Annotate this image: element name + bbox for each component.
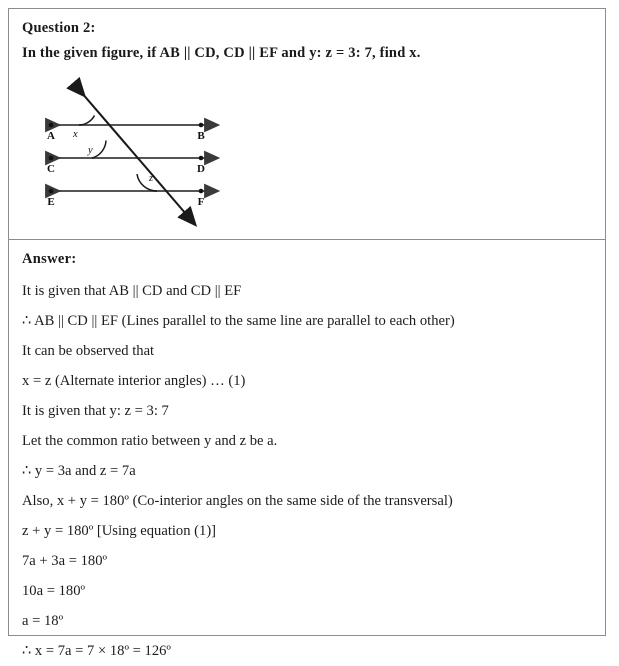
answer-line: It is given that y: z = 3: 7: [22, 403, 169, 419]
angle-label-y: y: [88, 145, 93, 156]
angle-arc-x: [72, 116, 95, 141]
answer-line: Let the common ratio between y and z be a.: [22, 433, 278, 449]
answer-line: a = 18º: [22, 613, 64, 629]
point-label-f: F: [197, 196, 205, 208]
question-title: Question 2:: [22, 20, 96, 36]
angle-label-z: z: [149, 173, 154, 184]
answer-line: It can be observed that: [22, 343, 155, 359]
line-ef: [47, 189, 206, 208]
question-section: [9, 9, 605, 240]
point-label-e: E: [47, 196, 55, 208]
answer-line: Also, x + y = 180º (Co-interior angles on the same side of the transversal): [22, 493, 453, 509]
answer-line: z + y = 180º [Using equation (1)]: [22, 523, 217, 539]
line-ab: [47, 123, 206, 142]
answer-title: Answer:: [22, 251, 77, 267]
answer-line: 10a = 180º: [22, 583, 86, 599]
point-label-a: A: [47, 130, 55, 142]
answer-line: ∴ AB || CD || EF (Lines parallel to the same line are parallel to each other): [22, 313, 455, 329]
point-label-b: B: [197, 130, 205, 142]
answer-line: ∴ y = 3a and z = 7a: [22, 463, 136, 479]
answer-lines: [22, 276, 595, 666]
line-cd: [47, 156, 206, 175]
answer-line: ∴ x = 7a = 7 × 18º = 126º: [22, 643, 171, 659]
answer-line: It is given that AB || CD and CD || EF: [22, 283, 242, 299]
angle-label-x: x: [73, 129, 78, 140]
point-label-d: D: [197, 163, 205, 175]
worksheet-page: [8, 8, 606, 659]
geometry-figure: [23, 61, 253, 233]
point-label-c: C: [47, 163, 55, 175]
answer-line: x = z (Alternate interior angles) … (1): [22, 373, 246, 389]
answer-line: 7a + 3a = 180º: [22, 553, 108, 569]
question-text: In the given figure, if AB || CD, CD || EF and y: z = 3: 7, find x.: [22, 45, 421, 61]
angle-arc-y: [87, 141, 106, 159]
